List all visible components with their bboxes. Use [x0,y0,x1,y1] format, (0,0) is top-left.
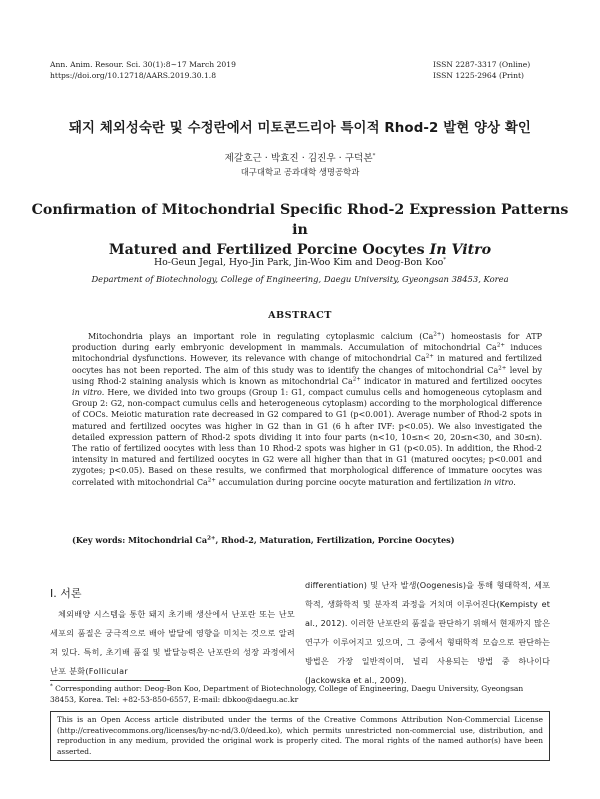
abstract-text: indicator in matured and fertilized oocytes [360,376,542,386]
abstract-heading: ABSTRACT [268,310,332,321]
korean-authors [0,150,600,164]
abstract-text: ) homeostasis for ATP production during early embryonic development in mammals. Accumulation of mitochondrial Ca [72,332,542,353]
license-box: This is an Open Access article distributed under the terms of the Creative Commons Attribution Non-Commercial License (http://creativecommons.org/licenses/by-nc-nd/3.0/deed.ko), which permits unrestricted non-commercial use, distribution, and reproduction in any medium, provided the original work is properly cited. The moral rights of the named author(s) have been asserted. [50,711,550,761]
english-title-line2-text: Matured and Fertilized Porcine Oocytes [108,242,430,258]
superscript: 2+ [496,342,505,349]
issn-online: ISSN 2287-3317 (Online) [433,60,531,69]
intro-column-right: differentiation) 및 난자 발생(Oogenesis)을 통해 형태학적, 세포학적, 생화학적 및 분자적 과정을 거치며 이루어진다(Kempisty et al., 2012). 이러한 난포란의 품질을 판단하기 위해서 현재까지 많은 연구가 이루어지고 있으며, 그 중에서 형태학적 모습으로 판단하는 방법은 가장 일반적이며, 널리 사용되는 방법 중 하나이다(Jackowska et al., 2009). [305,580,550,685]
keywords-list: , Rhod-2, Maturation, Fertilization, Porcine Oocytes) [215,535,455,545]
korean-author-list: 제갈호근 · 박효진 · 김진우 · 구덕본 [224,153,373,164]
abstract-italic: in vitro [72,388,102,398]
abstract-text: in matured and fertilized oocytes has not been reported. The aim of this study was to identify the changes of mitochondrial Ca [72,354,543,375]
abstract-italic: in vitro [483,477,514,487]
superscript: 2+ [425,353,434,360]
keywords-prefix: (Key words: Mitochondrial Ca [72,535,208,545]
journal-header [50,60,236,81]
abstract-text: Mitochondria plays an important role in regulating cytoplasmic calcium (Ca [88,332,434,341]
abstract-text: accumulation during porcine oocyte maturation and fertilization [215,477,484,487]
corresponding-mark-en: * [443,256,446,263]
english-author-list: Ho-Geun Jegal, Hyo-Jin Park, Jin-Woo Kim and Deog-Bon Koo [153,257,444,268]
english-title [30,200,570,260]
abstract-text: . Here, we divided into two groups (Group 1: G1, compact cumulus cells and homogeneous cytoplasm and Group 2: G2, non-compact cumulus cells and heterogeneous cytoplasm) according to the morphological difference of COCs. Meiotic maturation rate decreased in G2 compared to G1 (p<0.001). Average number of Rhod-2 spots in matured and fertilized oocytes was higher in G2 than in G1 (6 h after IVF: p<0.05). We also investigated the detailed expression pattern of Rhod-2 spots dividing it into four parts (n<10, 10≤n< 20, 20≤n<30, and 30≤n). The ratio of fertilized oocytes with less than 10 Rhod-2 spots was higher in G1 (p<0.05). In addition, the Rhod-2 intensity in matured and fertilized oocytes in G2 were all higher than that in G1 (matured oocytes; p<0.001 and zygotes; p<0.05). Based on these results, we confirmed that morphological difference of immature oocytes was correlated with mitochondrial Ca [72,388,543,487]
intro-column-left: 체외배양 시스템을 통한 돼지 초기배 생산에서 난포란 또는 난모세포의 품질은 궁극적으로 배아 발달에 영향을 미치는 것으로 알려져 있다. 특히, 초기배 품질 및 발달능력은 난포란의 성장 과정에서 난포 분화(Follicular [50,609,295,676]
abstract-text: level by using Rhod-2 staining analysis which is known as mitochondrial Ca [72,365,542,386]
corresponding-mark: * [372,152,376,159]
superscript: 2+ [498,364,507,371]
abstract-text: induces mitochondrial dysfunctions. However, its relevance with change of mitochondrial Ca [72,343,543,364]
footnote-mark: * [50,683,53,690]
issn-print: ISSN 1225-2964 (Print) [433,70,524,80]
keywords [72,535,542,545]
english-authors [0,257,600,268]
abstract-body [72,331,542,488]
journal-citation: Ann. Anim. Resour. Sci. 30(1):8~17 March 2019 [50,60,236,69]
superscript: 2+ [433,331,442,338]
english-affiliation: Department of Biotechnology, College of Engineering, Daegu University, Gyeongsan 38453, Korea [91,274,509,284]
issn-block [433,60,530,81]
korean-affiliation: 대구대학교 공과대학 생명공학과 [240,167,360,177]
english-title-line1: Confirmation of Mitochondrial Specific Rhod-2 Expression Patterns in [31,202,569,238]
english-title-italic: In Vitro [429,242,492,258]
korean-title: 돼지 체외성숙란 및 수정란에서 미토콘드리아 특이적 Rhod-2 발현 양상 확인 [69,121,531,136]
superscript: 2+ [207,535,216,542]
footnote-text: Corresponding author: Deog-Bon Koo, Department of Biotechnology, College of Engineering, Daegu University, Gyeongsan 38453, Korea. Tel: +82-53-850-6557, E-mail: dbkoo@daegu.ac.kr [50,684,524,704]
corresponding-footnote [50,684,550,705]
superscript: 2+ [352,376,361,383]
section-heading-introduction: Ⅰ. 서론 [50,587,82,600]
doi-link[interactable]: https://doi.org/10.12718/AARS.2019.30.1.8 [50,70,217,80]
footnote-divider [50,680,170,681]
superscript: 2+ [207,476,216,483]
abstract-text: . [513,477,516,487]
